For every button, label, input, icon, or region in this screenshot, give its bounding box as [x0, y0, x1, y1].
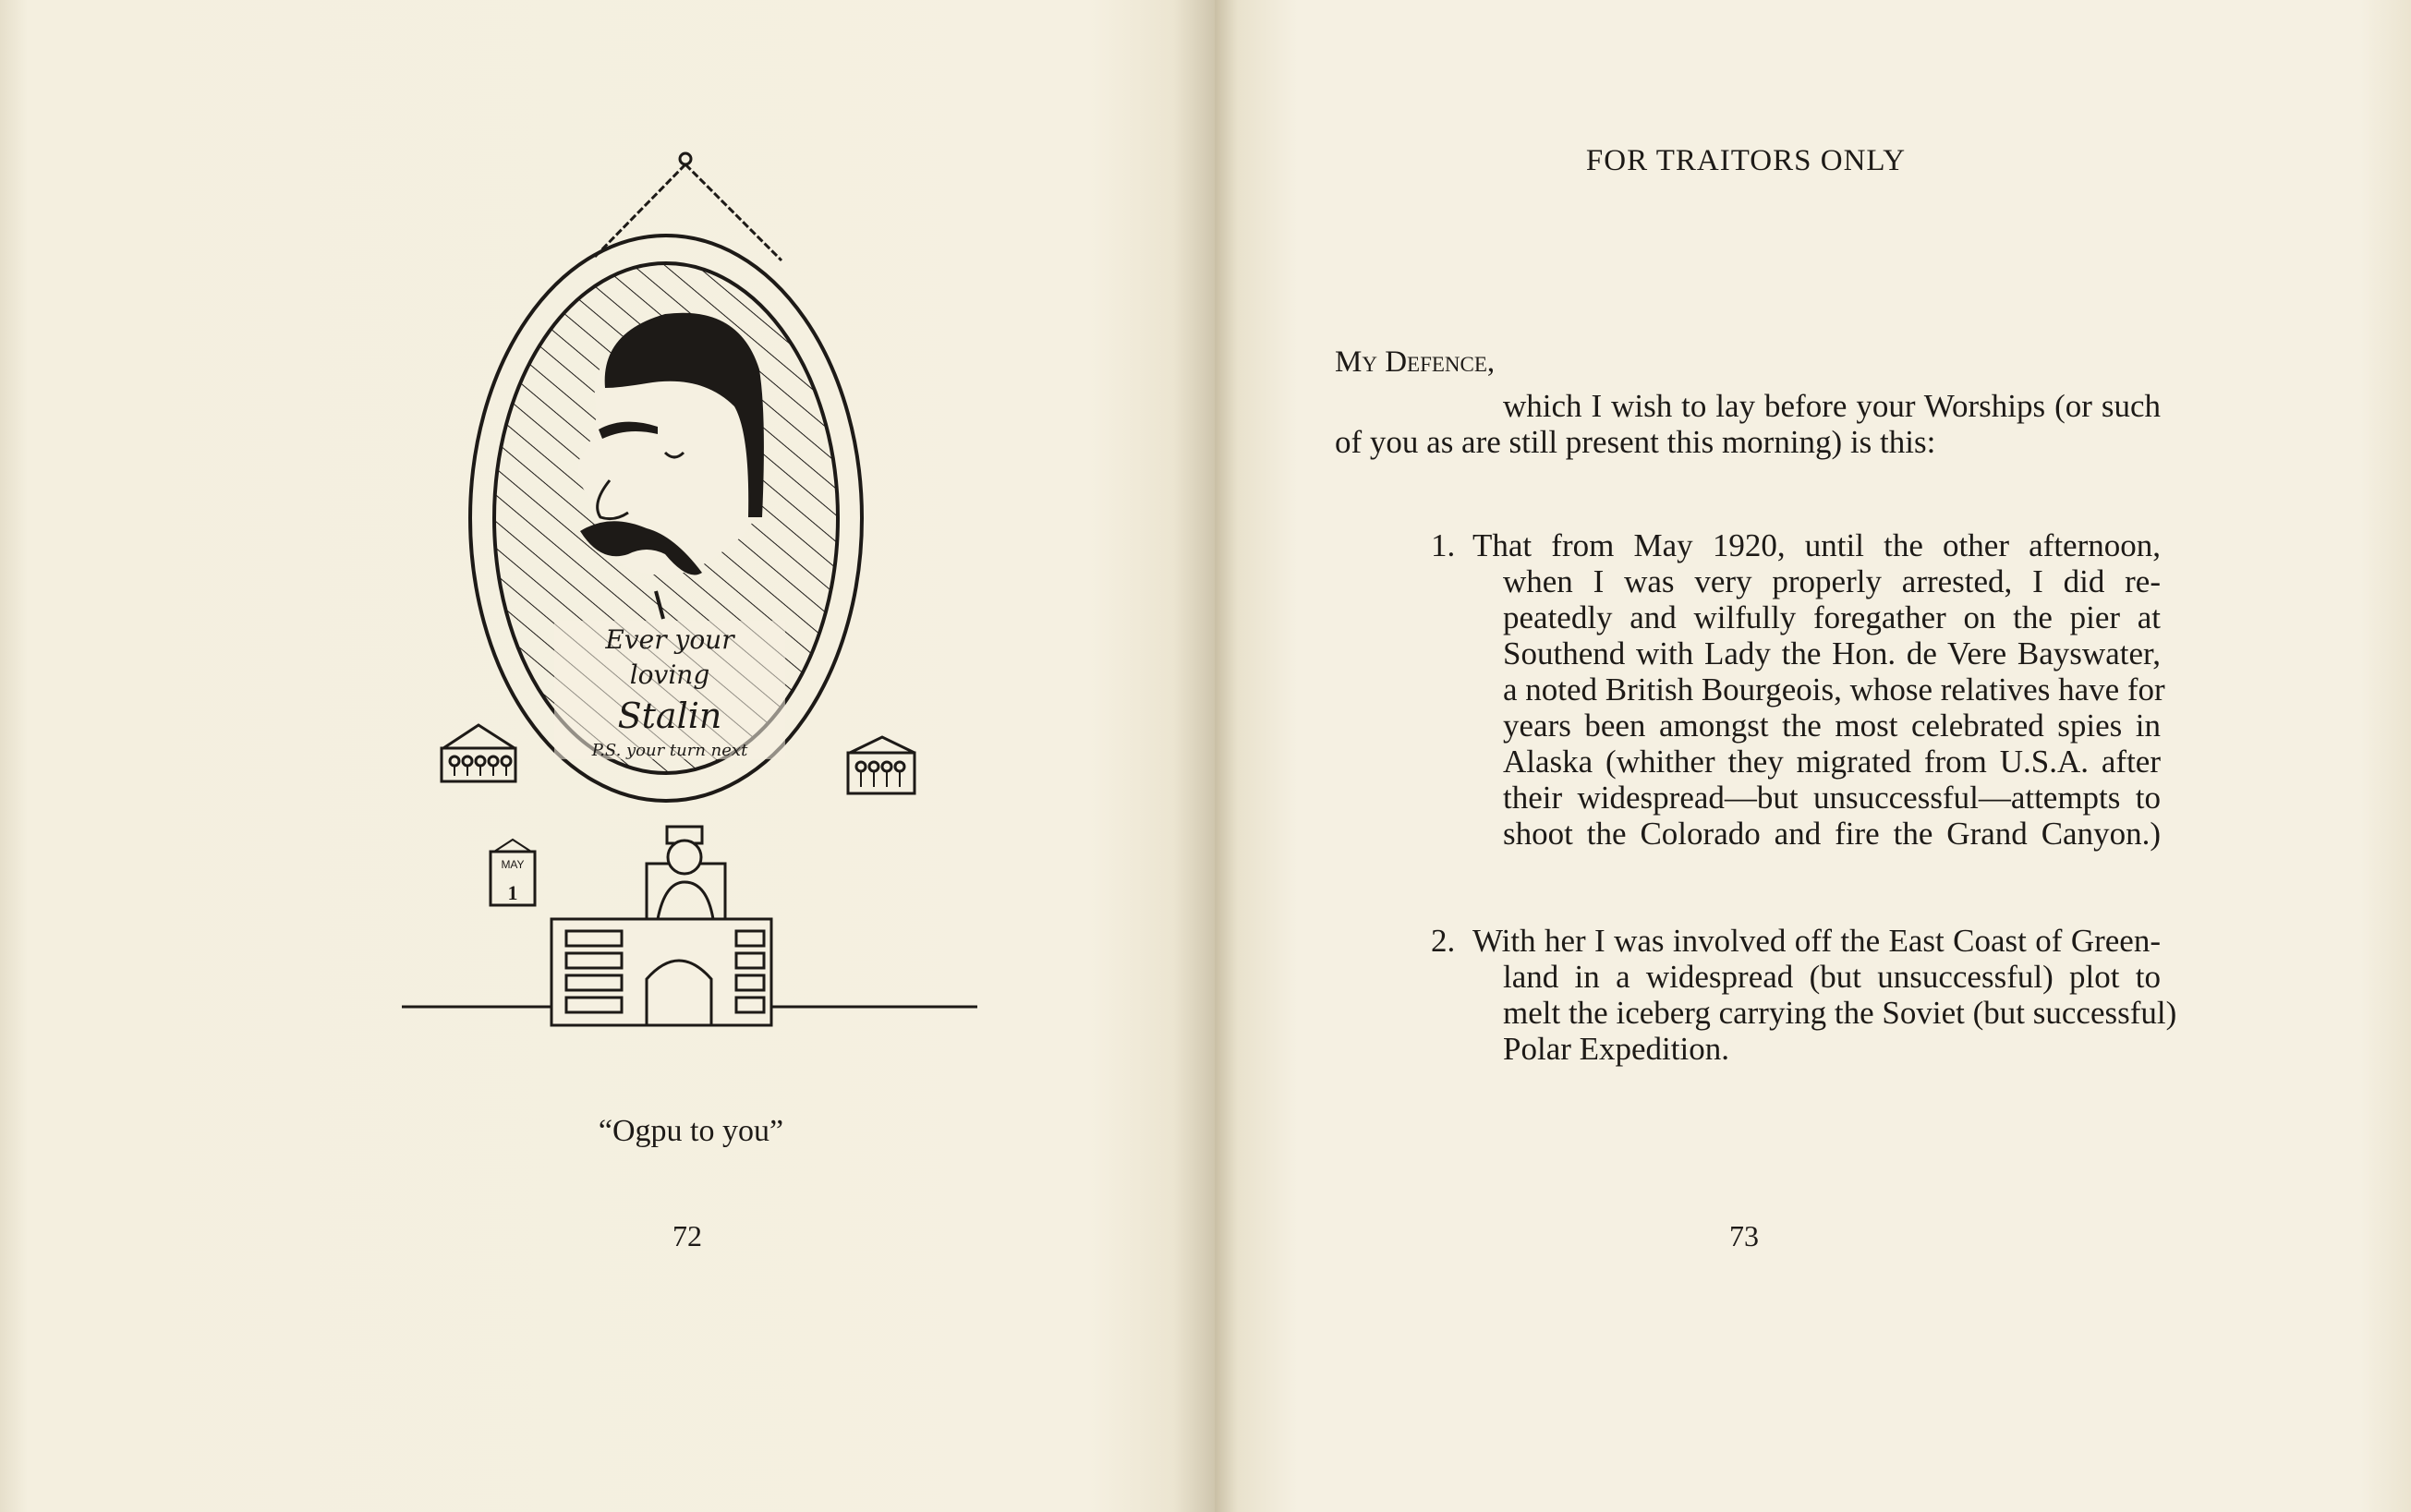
list-line: a noted British Bourgeois, whose relatives have for	[1503, 671, 2165, 708]
list-line: That from May 1920, until the other afternoon,	[1472, 527, 2161, 563]
list-line: With her I was involved off the East Coast of Green-	[1472, 923, 2161, 959]
wall-calendar	[491, 840, 535, 905]
list-line: when I was very properly arrested, I did re-	[1503, 563, 2161, 599]
calendar-month: MAY	[501, 858, 525, 871]
section-heading: My Defence,	[1335, 345, 1496, 379]
list-line: Southend with Lady the Hon. de Vere Bayswater,	[1503, 635, 2161, 671]
intro-line: which I wish to lay before your Worships (or such	[1503, 388, 2161, 424]
small-picture-left	[442, 725, 515, 781]
intro-line: of you as are still present this morning) is this:	[1335, 424, 1936, 460]
illustration-caption: “Ogpu to you”	[598, 1114, 784, 1148]
running-head: FOR TRAITORS ONLY	[1585, 144, 1907, 177]
page-number-left: 72	[672, 1219, 702, 1252]
list-line: melt the iceberg carrying the Soviet (but successful)	[1503, 995, 2177, 1031]
inscription-handwriting	[554, 621, 785, 760]
small-picture-right	[848, 737, 915, 793]
list-line: land in a widespread (but unsuccessful) plot to	[1503, 959, 2161, 995]
list-number: 1.	[1431, 527, 1456, 563]
list-line: peatedly and wilfully foregather on the pier at	[1503, 599, 2161, 635]
inscription-line: loving	[629, 659, 710, 690]
list-line: shoot the Colorado and fire the Grand Canyon.)	[1503, 816, 2161, 852]
calendar-day: 1	[507, 881, 518, 904]
list-number: 2.	[1431, 923, 1456, 959]
inscription-line: Ever your	[605, 624, 734, 655]
desk	[551, 919, 771, 1025]
official-at-desk	[402, 827, 977, 1025]
list-line: Alaska (whither they migrated from U.S.A. after	[1503, 744, 2161, 780]
inscription-postscript: P.S. your turn next	[591, 741, 748, 760]
list-line: their widespread—but unsuccessful—attempts to	[1503, 780, 2161, 816]
page-number-right: 73	[1729, 1219, 1759, 1252]
list-line: Polar Expedition.	[1503, 1031, 1729, 1067]
inscription-signature: Stalin	[617, 696, 722, 736]
list-line: years been amongst the most celebrated spies in	[1503, 708, 2161, 744]
